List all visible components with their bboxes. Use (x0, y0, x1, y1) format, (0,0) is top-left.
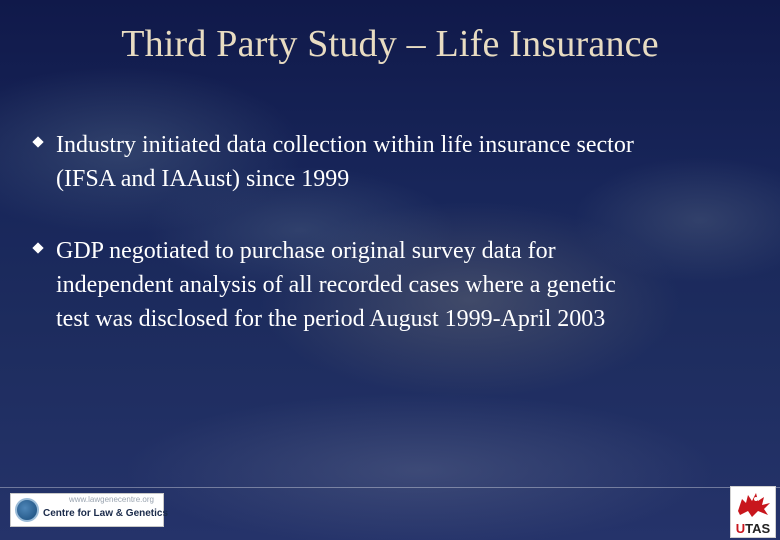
globe-icon (15, 498, 39, 522)
bullet-list (30, 128, 750, 374)
lion-crest-icon (734, 489, 774, 519)
bullet-line: GDP negotiated to purchase original survey data for (56, 238, 556, 264)
centre-law-genetics-logo (10, 493, 169, 527)
diamond-bullet-icon (32, 242, 43, 253)
logo-url: www.lawgenecentre.org (69, 495, 154, 504)
utas-wordmark: UTAS (735, 521, 771, 536)
logo-name: Centre for Law & Genetics (43, 508, 169, 519)
bullet-line: independent analysis of all recorded cases where a genetic (56, 272, 616, 298)
bullet-line: (IFSA and IAAust) since 1999 (56, 166, 350, 192)
bullet-item (30, 234, 750, 336)
diamond-bullet-icon (32, 136, 43, 147)
slide-title: Third Party Study – Life Insurance (121, 23, 659, 65)
bullet-line: Industry initiated data collection within life insurance sector (56, 132, 634, 158)
bullet-item (30, 128, 750, 196)
bullet-line: test was disclosed for the period August 1999-April 2003 (56, 306, 606, 332)
footer-divider (0, 487, 780, 488)
utas-logo (730, 486, 776, 538)
